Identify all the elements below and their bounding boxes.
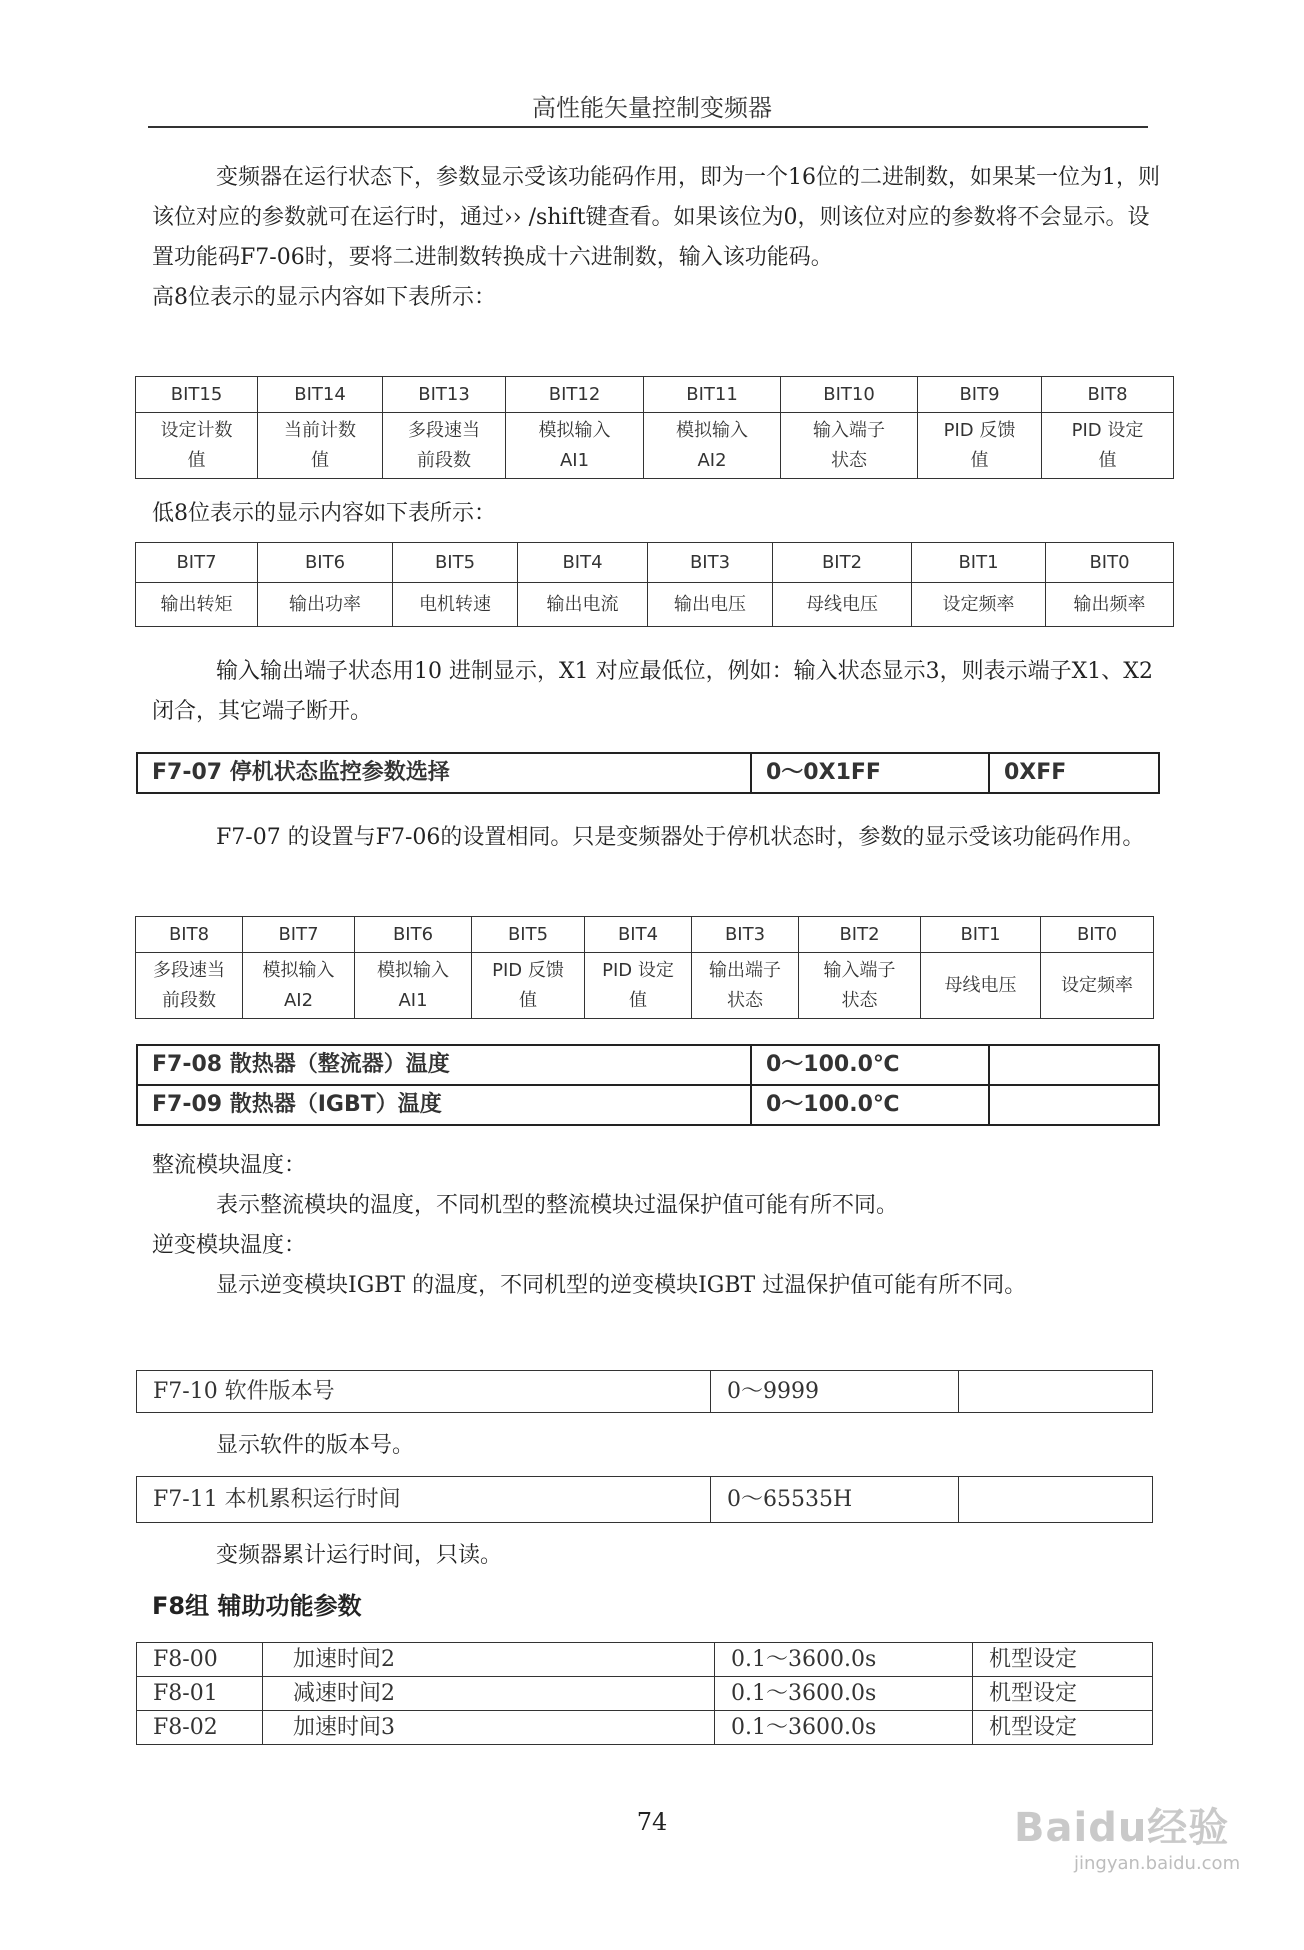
low-bit-header-3: BIT4 [518,543,648,583]
watermark-url: jingyan.baidu.com [1074,1853,1241,1874]
rectifier-temp-label: 整流模块温度： [152,1153,307,1178]
f7-10-range: 0～9999 [711,1371,959,1413]
f7-07-description [152,818,1162,858]
high-bit-value-7: PID 设定 值 [1042,413,1174,479]
stop-bit-value-0: 多段速当 前段数 [136,953,243,1019]
low-bit-header-7: BIT0 [1046,543,1174,583]
f7-11-desc-text: 变频器累计运行时间，只读。 [216,1543,503,1568]
f7-07-param-table [136,752,1160,794]
terminal-status-text: 输入输出端子状态用10 进制显示，X1 对应最低位，例如：输入状态显示3，则表示端子X1、X2闭合，其它端子断开。 [152,659,1153,724]
low-bit-header-6: BIT1 [912,543,1046,583]
f7-07-desc-text: F7-07 的设置与F7-06的设置相同。只是变频器处于停机状态时，参数的显示受该功能码作用。 [216,825,1145,850]
stop-bit-header-5: BIT3 [692,917,799,953]
f7-11-description [152,1536,1162,1576]
low-bit-header-2: BIT5 [393,543,518,583]
high-bit-header-0: BIT15 [136,377,258,413]
low-bit-value-1: 输出功率 [258,583,393,627]
stop-bit-header-8: BIT0 [1041,917,1154,953]
stop-bits-value-row [136,953,1154,1019]
f7-07-code: F7-07 停机状态监控参数选择 [137,753,751,793]
f7-10-row [137,1371,1153,1413]
f8-default: 机型设定 [973,1643,1153,1677]
stop-bit-value-7: 母线电压 [921,953,1041,1019]
f8-row [137,1711,1153,1745]
f7-09-range: 0～100.0℃ [751,1085,989,1125]
f7-10-code: F7-10 软件版本号 [137,1371,711,1413]
f7-09-row [137,1085,1159,1125]
f7-10-description [152,1426,1162,1466]
f8-code: F8-02 [137,1711,263,1745]
high-bit-value-0: 设定计数 值 [136,413,258,479]
f7-08-code: F7-08 散热器（整流器）温度 [137,1045,751,1085]
low-bit-header-1: BIT6 [258,543,393,583]
low-bits-table [135,542,1174,627]
low-bit-value-6: 设定频率 [912,583,1046,627]
high-bit-value-4: 模拟输入 AI2 [644,413,781,479]
f7-11-default [959,1477,1153,1523]
high-bit-header-2: BIT13 [383,377,506,413]
terminal-status-paragraph [152,652,1162,732]
f7-09-code: F7-09 散热器（IGBT）温度 [137,1085,751,1125]
high-bits-header-row [136,377,1174,413]
stop-bit-value-2: 模拟输入 AI1 [355,953,472,1019]
baidu-watermark [1014,1796,1254,1892]
stop-bits-header-row [136,917,1154,953]
temp-param-table [136,1044,1160,1126]
stop-bit-header-2: BIT6 [355,917,472,953]
intro-text: 变频器在运行状态下，参数显示受该功能码作用，即为一个16位的二进制数，如果某一位为1，则该位对应的参数就可在运行时，通过›› /shift键查看。如果该位为0，则该位对应的参数将不会显示。设置功能码F7-06时，要将二进制数转换成十六进制数，输入该功能码。 [152,165,1160,270]
f8-range: 0.1～3600.0s [715,1711,973,1745]
stop-bit-value-4: PID 设定 值 [585,953,692,1019]
stop-bit-value-5: 输出端子 状态 [692,953,799,1019]
low-bit-header-0: BIT7 [136,543,258,583]
low-bits-caption: 低8位表示的显示内容如下表所示： [152,501,496,526]
high-bit-value-1: 当前计数 值 [258,413,383,479]
f8-code: F8-00 [137,1643,263,1677]
stop-bit-header-4: BIT4 [585,917,692,953]
low-bit-value-2: 电机转速 [393,583,518,627]
watermark-brand: Baidu经验 [1014,1805,1230,1851]
f8-default: 机型设定 [973,1677,1153,1711]
f7-11-param-table [136,1476,1153,1523]
f7-07-default: 0XFF [989,753,1159,793]
high-bit-value-5: 输入端子 状态 [781,413,918,479]
f8-range: 0.1～3600.0s [715,1677,973,1711]
low-bit-value-5: 母线电压 [773,583,912,627]
stop-bit-value-1: 模拟输入 AI2 [243,953,355,1019]
intro-paragraph [152,158,1162,318]
high-bit-header-4: BIT11 [644,377,781,413]
f8-range: 0.1～3600.0s [715,1643,973,1677]
high-bit-value-2: 多段速当 前段数 [383,413,506,479]
f8-default: 机型设定 [973,1711,1153,1745]
high-bits-caption: 高8位表示的显示内容如下表所示： [152,285,496,310]
high-bit-header-5: BIT10 [781,377,918,413]
f8-group-title: F8组 辅助功能参数 [152,1592,362,1620]
f7-10-param-table [136,1370,1153,1413]
stop-bit-header-3: BIT5 [472,917,585,953]
f7-08-default [989,1045,1159,1085]
page-number: 74 [636,1808,668,1836]
low-bit-header-4: BIT3 [648,543,773,583]
f8-row [137,1643,1153,1677]
stop-bit-value-6: 输入端子 状态 [799,953,921,1019]
f7-10-default [959,1371,1153,1413]
inverter-temp-label: 逆变模块温度： [152,1233,307,1258]
stop-bit-header-0: BIT8 [136,917,243,953]
high-bit-header-3: BIT12 [506,377,644,413]
high-bit-header-7: BIT8 [1042,377,1174,413]
page-header-title: 高性能矢量控制变频器 [532,94,772,122]
f8-row [137,1677,1153,1711]
inverter-temp-desc: 显示逆变模块IGBT 的温度，不同机型的逆变模块IGBT 过温保护值可能有所不同。 [216,1273,1027,1298]
low-bit-value-3: 输出电流 [518,583,648,627]
f7-08-range: 0～100.0℃ [751,1045,989,1085]
stop-bit-header-6: BIT2 [799,917,921,953]
low-bits-value-row [136,583,1174,627]
low-bit-value-4: 输出电压 [648,583,773,627]
temperature-description [152,1146,1162,1306]
f7-08-row [137,1045,1159,1085]
high-bit-header-6: BIT9 [918,377,1042,413]
low-bits-header-row [136,543,1174,583]
f8-name: 加速时间3 [263,1711,715,1745]
f8-param-table [136,1642,1153,1745]
f7-07-range: 0～0X1FF [751,753,989,793]
f7-10-desc-text: 显示软件的版本号。 [216,1433,415,1458]
low-bit-value-7: 输出频率 [1046,583,1174,627]
stop-bit-header-7: BIT1 [921,917,1041,953]
f7-07-row [137,753,1159,793]
high-bit-value-6: PID 反馈 值 [918,413,1042,479]
high-bits-value-row [136,413,1174,479]
high-bit-header-1: BIT14 [258,377,383,413]
f7-09-default [989,1085,1159,1125]
stop-bit-header-1: BIT7 [243,917,355,953]
stop-bit-value-3: PID 反馈 值 [472,953,585,1019]
f7-11-code: F7-11 本机累积运行时间 [137,1477,711,1523]
f7-11-range: 0～65535H [711,1477,959,1523]
header-rule [148,126,1148,128]
f7-11-row [137,1477,1153,1523]
high-bits-table [135,376,1174,479]
high-bit-value-3: 模拟输入 AI1 [506,413,644,479]
f8-code: F8-01 [137,1677,263,1711]
f8-name: 减速时间2 [263,1677,715,1711]
low-bit-value-0: 输出转矩 [136,583,258,627]
rectifier-temp-desc: 表示整流模块的温度，不同机型的整流模块过温保护值可能有所不同。 [216,1193,899,1218]
f8-name: 加速时间2 [263,1643,715,1677]
stop-bit-value-8: 设定频率 [1041,953,1154,1019]
low-bit-header-5: BIT2 [773,543,912,583]
stop-bits-table [135,916,1154,1019]
